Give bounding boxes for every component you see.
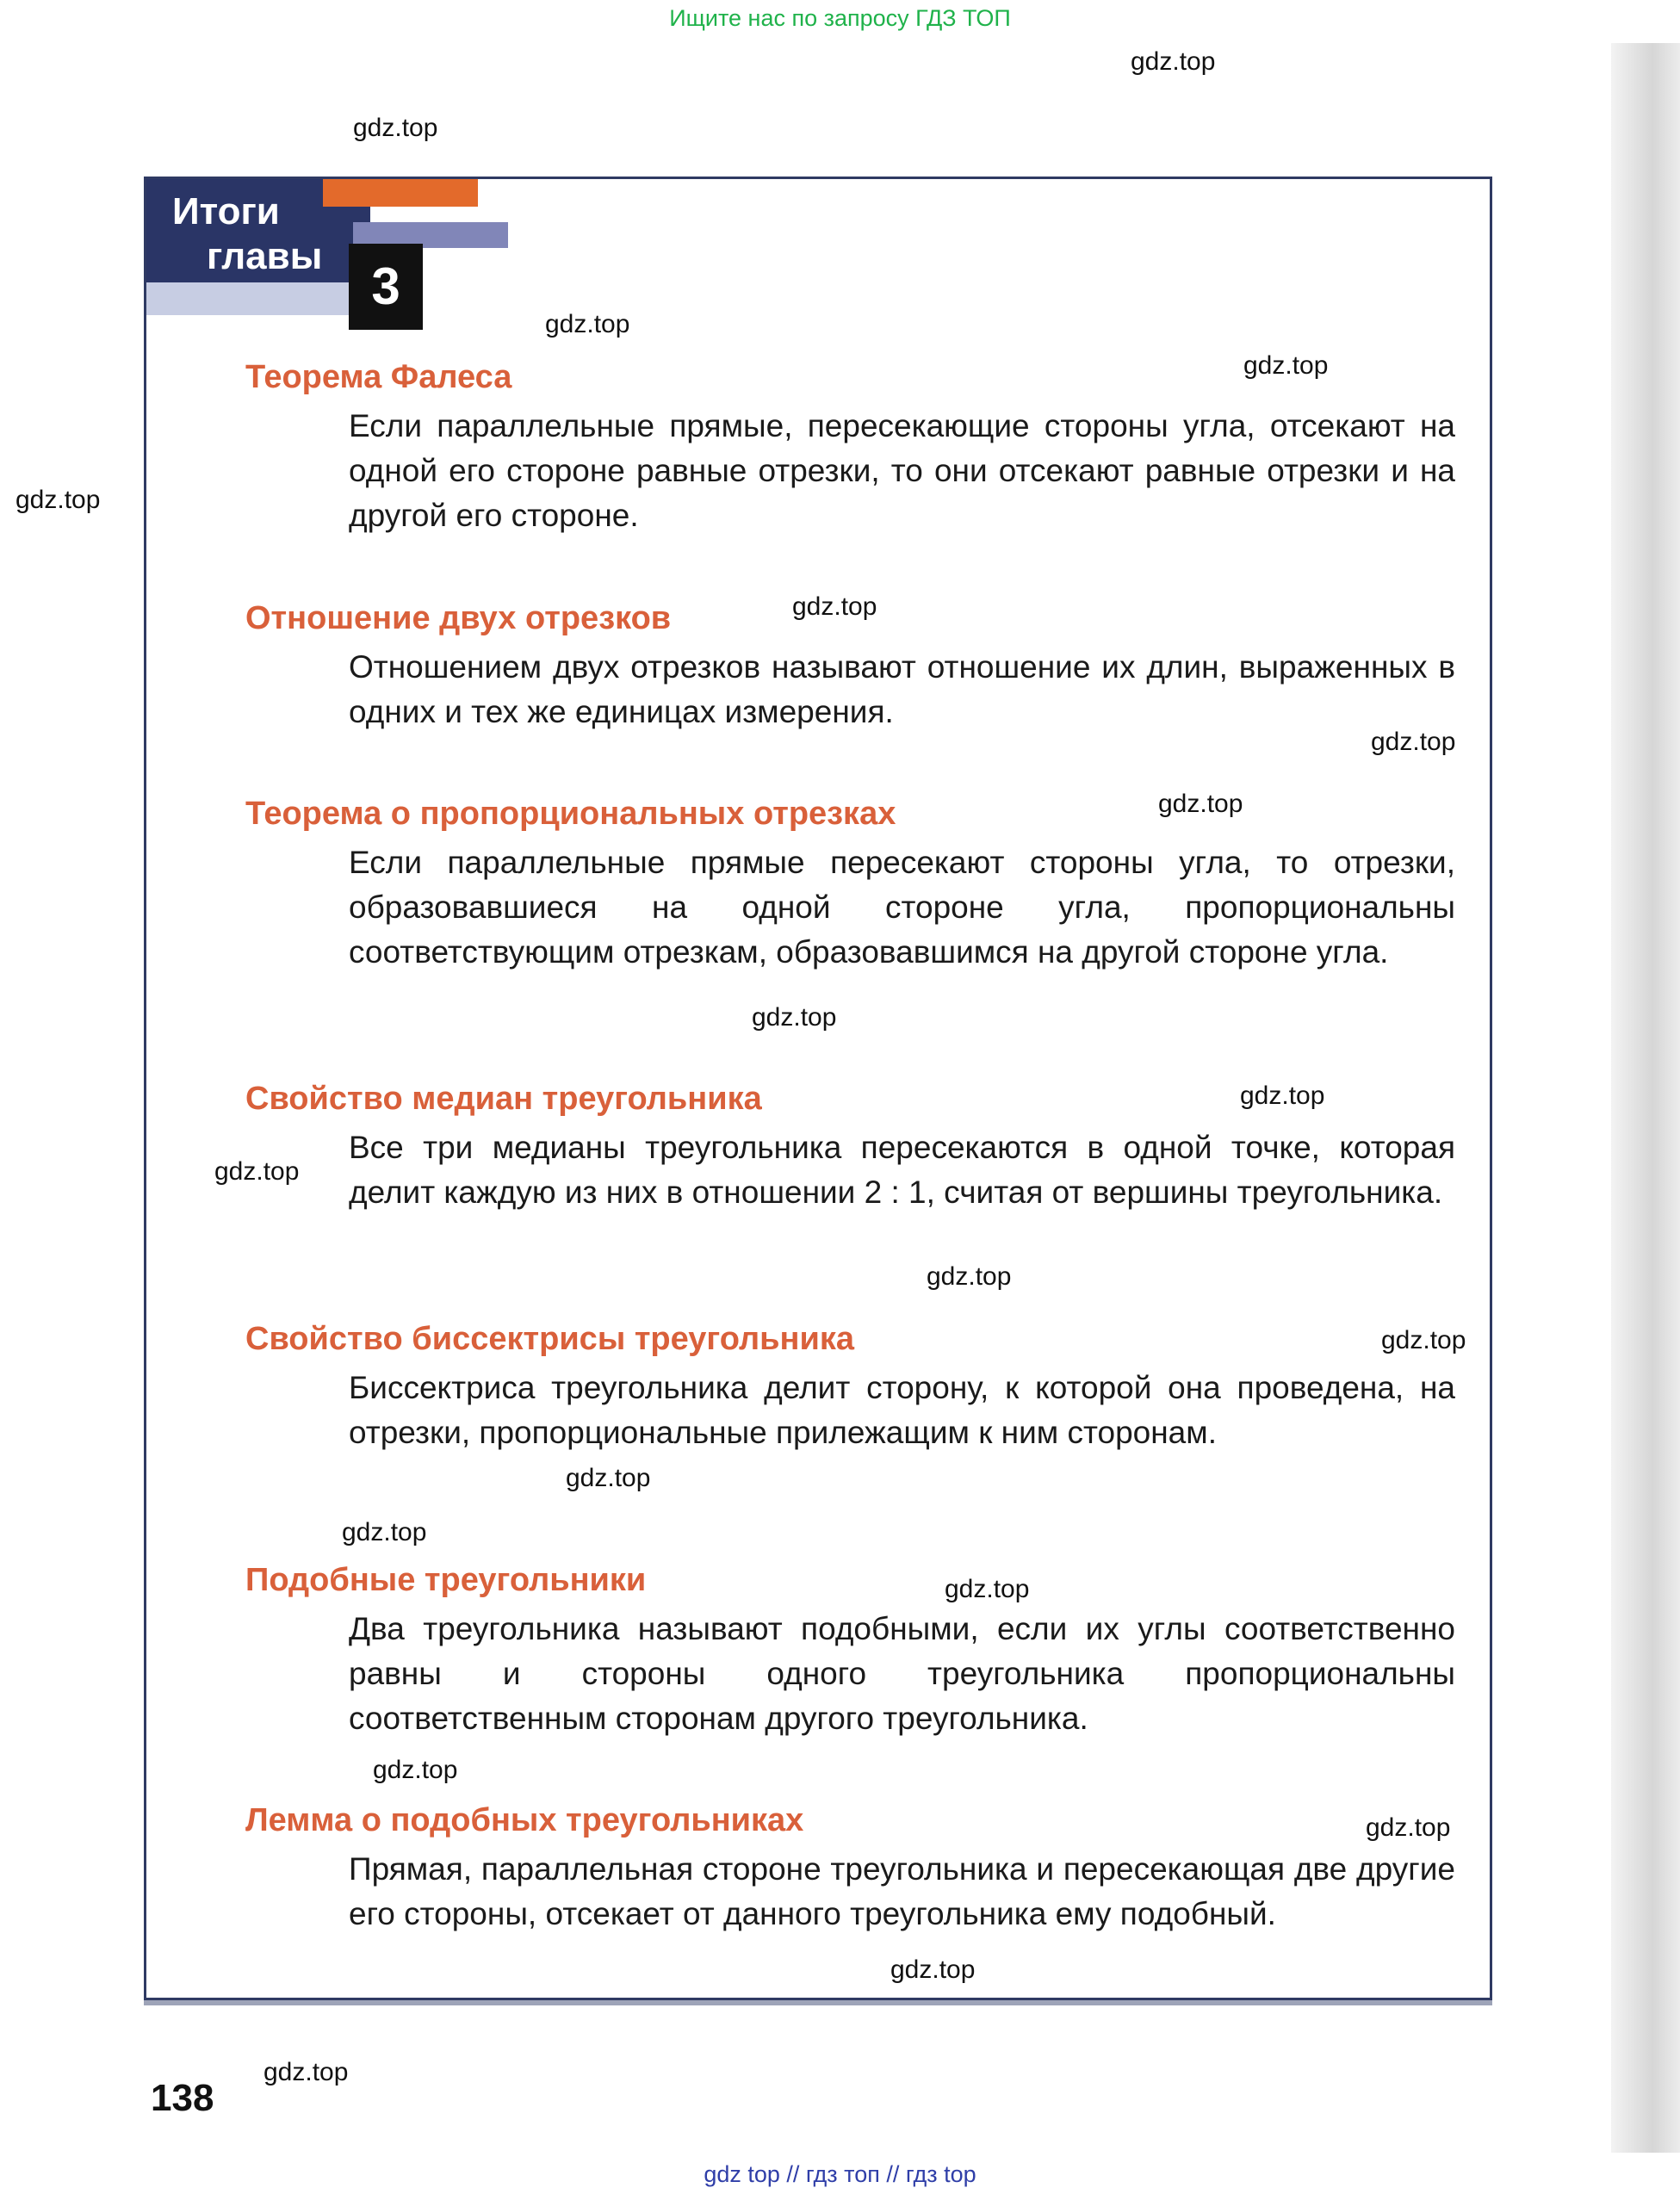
chapter-summary-badge xyxy=(146,179,431,334)
watermark: gdz.top xyxy=(1381,1326,1466,1354)
watermark: gdz.top xyxy=(927,1262,1012,1291)
watermark: gdz.top xyxy=(1366,1813,1451,1842)
watermark: gdz.top xyxy=(353,114,438,142)
top-banner[interactable]: Ищите нас по запросу ГДЗ ТОП xyxy=(669,5,1011,31)
watermark: gdz.top xyxy=(1158,790,1243,818)
section-heading: Теорема Фалеса xyxy=(245,359,512,395)
watermark: gdz.top xyxy=(945,1575,1030,1603)
section-similar-triangles xyxy=(245,1560,1455,1741)
badge-title-line2: главы xyxy=(207,235,323,277)
bottom-banner[interactable]: gdz top // гдз топ // гдз top xyxy=(704,2161,976,2187)
section-text: Все три медианы треугольника пересекаются в одной точке, которая делит каждую из них в отношении 2 : 1, считая от вершины треугольника. xyxy=(349,1130,1455,1210)
section-heading: Отношение двух отрезков xyxy=(245,600,672,636)
page-number: 138 xyxy=(151,2077,214,2119)
section-bisector-property xyxy=(245,1319,1455,1455)
section-text: Биссектриса треугольника делит сторону, к которой она проведена, на отрезки, пропорциональные прилежащим к ним сторонам. xyxy=(349,1370,1455,1450)
watermark: gdz.top xyxy=(263,2058,349,2086)
watermark: gdz.top xyxy=(1240,1082,1325,1110)
watermark: gdz.top xyxy=(342,1518,427,1546)
watermark: gdz.top xyxy=(1371,728,1456,756)
section-thales-theorem xyxy=(245,357,1455,538)
page-fold-shadow xyxy=(1611,43,1680,2153)
section-heading: Теорема о пропорциональных отрезках xyxy=(245,796,896,832)
watermark: gdz.top xyxy=(792,592,877,621)
section-text: Если параллельные прямые пересекают стороны угла, то отрезки, образовавшиеся на одной стороне угла, пропорциональны соответствующим отрезкам, образовавшимся на другой стороне угла. xyxy=(349,845,1455,970)
section-similar-triangles-lemma xyxy=(245,1800,1455,1937)
watermark: gdz.top xyxy=(1131,47,1216,76)
watermark: gdz.top xyxy=(214,1157,300,1186)
badge-light-stripe xyxy=(146,282,353,315)
section-heading: Свойство медиан треугольника xyxy=(245,1081,762,1117)
watermark: gdz.top xyxy=(15,486,101,514)
section-heading: Свойство биссектрисы треугольника xyxy=(245,1321,854,1357)
section-text: Отношением двух отрезков называют отношение их длин, выраженных в одних и тех же единицах измерения. xyxy=(349,649,1455,729)
chapter-number: 3 xyxy=(349,244,423,330)
watermark: gdz.top xyxy=(1243,351,1329,380)
watermark: gdz.top xyxy=(890,1955,976,1984)
watermark: gdz.top xyxy=(752,1003,837,1032)
section-text: Прямая, параллельная стороне треугольника и пересекающая две другие его стороны, отсекает от данного треугольника ему подобный. xyxy=(349,1851,1455,1931)
watermark: gdz.top xyxy=(373,1756,458,1784)
section-text: Если параллельные прямые, пересекающие стороны угла, отсекают на одной его стороне равные отрезки, то они отсекают равные отрезки и на другой его стороне. xyxy=(349,408,1455,533)
section-text: Два треугольника называют подобными, если их углы соответственно равны и стороны одного треугольника пропорциональны соответственным сторонам другого треугольника. xyxy=(349,1611,1455,1736)
watermark: gdz.top xyxy=(566,1464,651,1492)
watermark: gdz.top xyxy=(545,310,630,338)
section-heading: Лемма о подобных треугольниках xyxy=(245,1802,804,1838)
section-proportional-segments xyxy=(245,794,1455,975)
section-heading: Подобные треугольники xyxy=(245,1562,647,1598)
badge-title xyxy=(172,189,362,279)
badge-title-line1: Итоги xyxy=(172,190,280,232)
